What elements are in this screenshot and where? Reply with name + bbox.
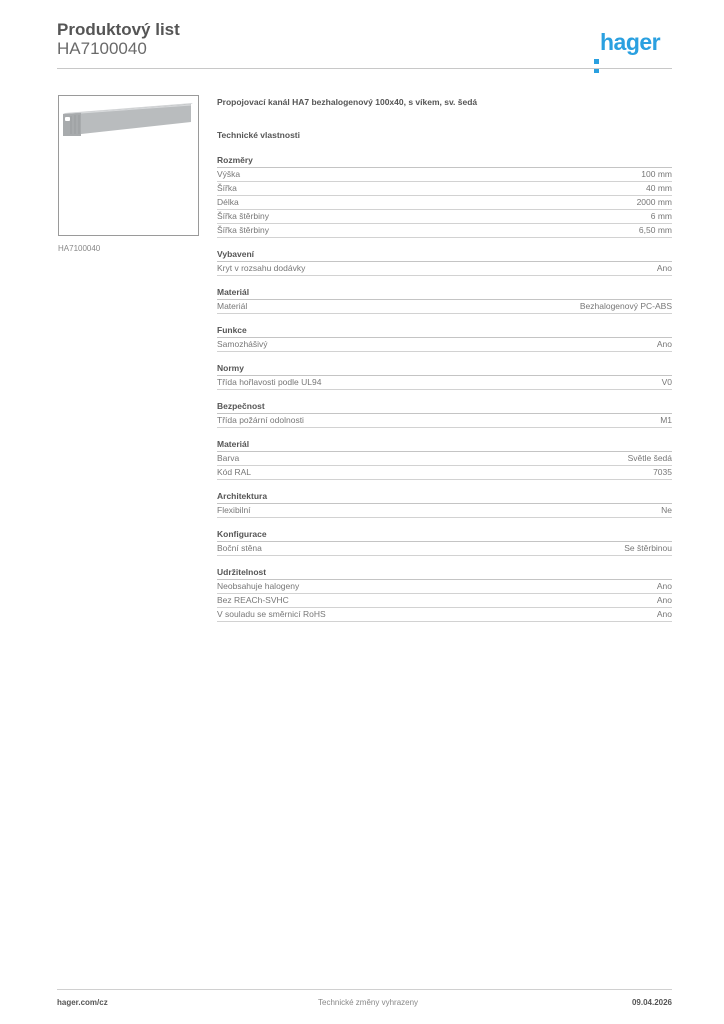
row-value: Světle šedá xyxy=(627,453,672,463)
header-divider xyxy=(57,68,672,69)
row-value: Ano xyxy=(656,609,672,619)
section-normy xyxy=(217,362,672,390)
section-konfigurace xyxy=(217,528,672,556)
section-material-color xyxy=(217,438,672,480)
row-label: Délka xyxy=(217,197,239,207)
row-value: Se štěrbinou xyxy=(624,543,672,553)
row-label: Materiál xyxy=(217,301,248,311)
section-title: Materiál xyxy=(217,286,672,300)
row-label: Třída hořlavosti podle UL94 xyxy=(217,377,322,387)
product-description: Propojovací kanál HA7 bezhalogenový 100x40, s víkem, sv. šedá xyxy=(217,97,478,107)
table-row xyxy=(217,542,672,556)
row-value: Bezhalogenový PC-ABS xyxy=(579,301,672,311)
row-value: M1 xyxy=(660,415,672,425)
table-row xyxy=(217,182,672,196)
row-label: Třída požární odolnosti xyxy=(217,415,304,425)
footer-divider xyxy=(57,989,672,990)
product-image xyxy=(58,95,199,236)
footer-website-link[interactable]: hager.com/cz xyxy=(57,998,108,1007)
table-row xyxy=(217,594,672,608)
section-rozmery xyxy=(217,154,672,238)
section-title: Konfigurace xyxy=(217,528,672,542)
product-details xyxy=(217,95,672,622)
row-value: 6,50 mm xyxy=(638,225,672,235)
table-row xyxy=(217,168,672,182)
row-value: 2000 mm xyxy=(636,197,672,207)
product-code: HA7100040 xyxy=(57,39,147,58)
row-value: Ano xyxy=(656,581,672,591)
table-row xyxy=(217,376,672,390)
section-funkce xyxy=(217,324,672,352)
table-row xyxy=(217,338,672,352)
footer-date: 09.04.2026 xyxy=(631,998,672,1007)
row-label: Neobsahuje halogeny xyxy=(217,581,300,591)
table-row xyxy=(217,196,672,210)
table-row xyxy=(217,466,672,480)
table-row xyxy=(217,608,672,622)
table-row xyxy=(217,224,672,238)
table-row xyxy=(217,262,672,276)
row-value: Ano xyxy=(656,263,672,273)
row-value: Ano xyxy=(656,339,672,349)
row-value: Ne xyxy=(661,505,672,515)
section-architektura xyxy=(217,490,672,518)
row-label: Šířka štěrbiny xyxy=(217,225,269,235)
table-row xyxy=(217,210,672,224)
section-title: Architektura xyxy=(217,490,672,504)
hager-logo xyxy=(594,28,660,56)
table-row xyxy=(217,504,672,518)
row-label: Flexibilní xyxy=(217,505,251,515)
section-title: Materiál xyxy=(217,438,672,452)
table-row xyxy=(217,300,672,314)
section-title: Funkce xyxy=(217,324,672,338)
section-material xyxy=(217,286,672,314)
technical-properties-heading: Technické vlastnosti xyxy=(217,130,300,140)
image-caption: HA7100040 xyxy=(58,244,101,253)
row-label: Barva xyxy=(217,453,240,463)
row-label: V souladu se směrnicí RoHS xyxy=(217,609,326,619)
row-label: Šířka štěrbiny xyxy=(217,211,269,221)
row-label: Samozhášivý xyxy=(217,339,268,349)
table-row xyxy=(217,580,672,594)
row-value: V0 xyxy=(661,377,672,387)
row-value: 7035 xyxy=(653,467,672,477)
row-value: Ano xyxy=(656,595,672,605)
row-value: 40 mm xyxy=(646,183,672,193)
section-title: Normy xyxy=(217,362,672,376)
section-title: Rozměry xyxy=(217,154,672,168)
footer-notice: Technické změny vyhrazeny xyxy=(318,998,419,1007)
cable-trunking-icon xyxy=(59,96,198,235)
row-label: Výška xyxy=(217,169,241,179)
row-label: Kryt v rozsahu dodávky xyxy=(217,263,306,273)
row-label: Šířka xyxy=(217,183,237,193)
section-bezpecnost xyxy=(217,400,672,428)
page-title: Produktový list xyxy=(57,20,180,39)
row-value: 100 mm xyxy=(641,169,672,179)
section-title: Bezpečnost xyxy=(217,400,672,414)
logo-text: hager xyxy=(600,29,661,55)
table-row xyxy=(217,452,672,466)
row-label: Kód RAL xyxy=(217,467,252,477)
row-label: Boční stěna xyxy=(217,543,262,553)
section-title: Udržitelnost xyxy=(217,566,672,580)
section-title: Vybavení xyxy=(217,248,672,262)
row-value: 6 mm xyxy=(650,211,672,221)
row-label: Bez REACh-SVHC xyxy=(217,595,289,605)
section-vybaveni xyxy=(217,248,672,276)
section-udrzitelnost xyxy=(217,566,672,622)
table-row xyxy=(217,414,672,428)
